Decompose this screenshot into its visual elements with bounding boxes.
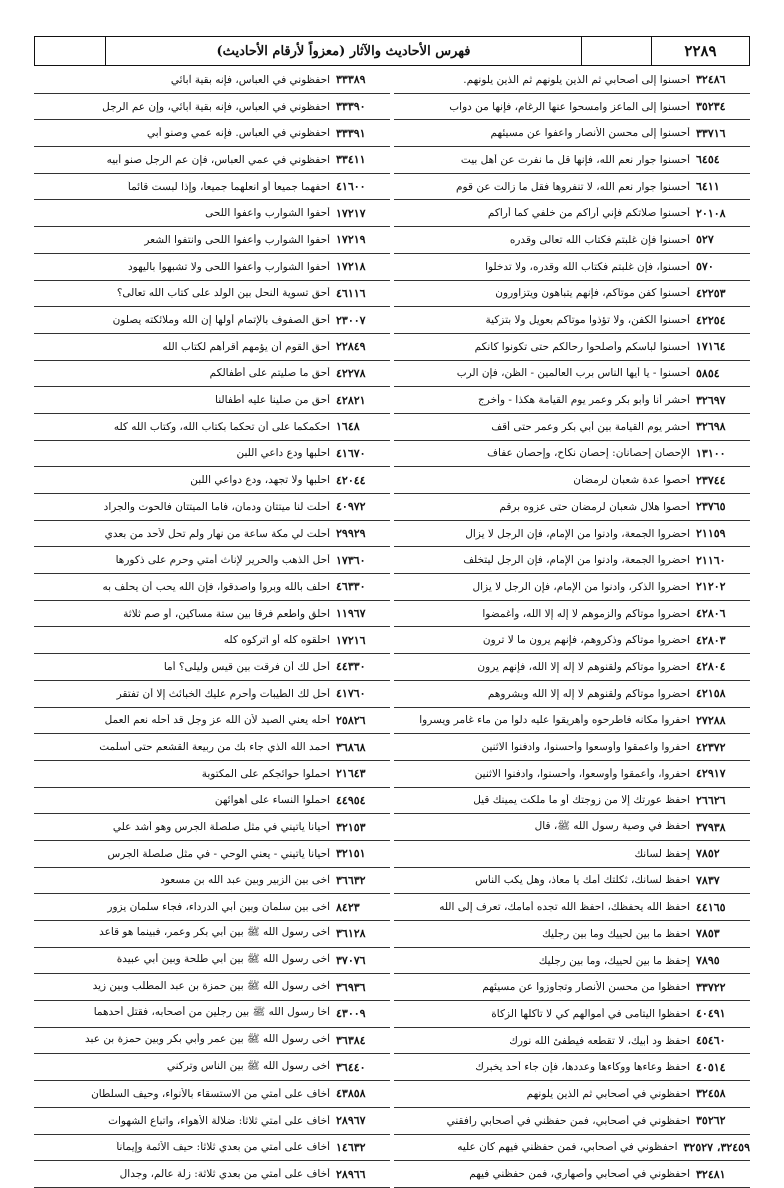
index-entry [34,601,390,628]
hadith-text: احفظوا اليتامى في أموالهم كي لا تأكلها الزكاة [491,1007,690,1020]
page-number: ٢٢٨٩ [651,37,749,65]
hadith-text: آخى بين سلمان وبين أبي الدرداء، فجاء سلمان يزور [107,901,330,914]
hadith-number: ٣٣٧١٦ [696,126,726,140]
index-entry [394,94,750,121]
hadith-text: أحسنوا جوار نعم الله، فإنها قل ما نفرت عن أهل بيت [460,153,690,166]
index-entry [394,948,750,975]
hadith-number: ٤٥٤٦٠ [696,1034,726,1048]
hadith-number: ٢٥٨٢٦ [336,713,366,727]
index-entry [394,387,750,414]
hadith-number: ٤٣٠٠٩ [336,1007,366,1021]
hadith-text: أحسنوا إلى أصحابي ثم الذين يلونهم ثم الذين يلونهم. [463,73,690,86]
hadith-text: احفظ ما بين لحييك وما بين رجليك [542,927,690,940]
index-entry [394,681,750,708]
hadith-text: احفظوني في العباس، فإنه بقية آبائي، وإن عم الرجل [102,100,330,113]
page-title: فهرس الأحاديث والآثار (معزواً لأرقام الأحاديث) [105,37,581,65]
index-entry [394,974,750,1001]
hadith-text: أحل لك الطيبات وأحرم عليك الخبائث إلا أن تفتقر [116,687,330,700]
hadith-number: ٤٤٣٣٠ [336,660,366,674]
hadith-text: آخا رسول الله ﷺ بين رجلين من أصحابه، فقتل أحدهما [93,1006,330,1019]
index-entry [34,1001,390,1028]
hadith-text: احفهما جميعاً أو انعلهما جميعاً، وإذا لبست قائماً [127,180,330,193]
index-entry [34,254,390,281]
hadith-text: احضروا موتاكم وذكروهم، فإنهم يرون ما لا ترون [482,634,690,647]
index-entry [34,94,390,121]
hadith-text: احفظوني في أصحابي، فمن حفظني فيهم كان عليه [457,1141,678,1154]
hadith-number: ١٣١٠٠ [696,446,726,460]
hadith-text: احفظ لسانك، ثكلتك أمك يا معاذ، وهل يكب الناس [475,874,690,887]
hadith-number: ٢٣٧٦٥ [696,500,726,514]
hadith-text: احفظوني في أصحابي، فمن حفظني في أصحابي رافقني [446,1114,690,1127]
hadith-number: ١٧٣٦٠ [336,553,366,567]
index-entry [34,467,390,494]
hadith-text: أحلت لي مكة ساعة من نهار ولم تحل لأحد من بعدي [104,527,330,540]
hadith-number: ٨٤٢٣ [336,900,360,914]
hadith-number: ٤٢٢٧٨ [336,366,366,380]
index-entry [34,761,390,788]
index-entry [394,494,750,521]
hadith-number: ٥٢٧ [696,233,714,247]
hadith-number: ١٦٤٨ [336,420,360,434]
hadith-number: ٣٢٦٩٧ [696,393,726,407]
hadith-text: أحلت لنا ميتتان ودمان، فأما الميتتان فالحوت والجراد [103,500,330,513]
hadith-text: أحفوا الشوارب واعفوا اللحى [205,207,330,220]
hadith-number: ٢٨٩٦٦ [336,1167,366,1181]
hadith-text: احفظ الله يحفظك، احفظ الله تجده أمامك، تعرف إلى الله [439,901,690,914]
hadith-number: ٤٣٨٥٨ [336,1087,366,1101]
hadith-text: احمد الله الذي جاء بك من ربيعة القشعم حتى أسلمت [99,741,330,754]
hadith-text: أحق ما صليتم على أطفالكم [209,367,330,380]
hadith-number: ٣٦٦٣٢ [336,873,366,887]
index-entry [394,654,750,681]
hadith-text: احلقوه كله أو اتركوه كله [223,634,330,647]
hadith-text: أحشر يوم القيامة بين أبي بكر وعمر حتى أقف [491,420,690,433]
hadith-number: ٢١١٦٠ [696,553,726,567]
hadith-text: أحسنوا إلى الماعز وامسحوا عنها الرغام، فإنها من دواب [449,100,690,113]
hadith-text: احضروا موتاكم ولقنوهم لا إله إلا الله وبشروهم [487,687,690,700]
hadith-text: احفروا مكانه فاطرحوه وأهريقوا عليه دلوا من ماء غامر ويسروا [419,714,690,727]
hadith-number: ١٧٢١٩ [336,233,366,247]
hadith-number: ٤٢٨٠٤ [696,660,726,674]
hadith-text: الإحصان إحصانان: إحصان نكاح، وإحصان عفاف [487,447,690,460]
hadith-text: أحفوا الشوارب وأعفوا اللحى وانتفوا الشعر [144,233,330,246]
hadith-text: إحفظ ما بين لحييك، وما بين رجليك [538,954,690,967]
index-entry [34,1161,390,1188]
left-column [34,67,390,1188]
hadith-text: أخاف على أمتي ثلاثاً: ضلالة الأهواء، واتباع الشهوات [108,1114,330,1127]
index-entry [34,627,390,654]
hadith-number: ٧٨٣٧ [696,873,720,887]
index-entry [394,361,750,388]
hadith-number: ٤٠٤٩١ [696,1007,726,1021]
hadith-text: آخى رسول الله ﷺ بين أبي بكر وعمر، فبينما هو قاعد [99,926,330,939]
index-entry [34,174,390,201]
index-entry [34,921,390,948]
index-entry [34,307,390,334]
index-entry [394,521,750,548]
index-entry [394,1028,750,1055]
index-entry [394,307,750,334]
hadith-text: أحياناً يأتيني - يعني الوحي - في مثل صلصلة الجرس [107,847,330,860]
hadith-text: آخى رسول الله ﷺ بين أبي طلحة وبين أبي عبيدة [116,953,330,966]
index-entry [34,894,390,921]
index-entry [34,1081,390,1108]
hadith-number: ٣٢٦٩٨ [696,420,726,434]
index-entry [394,761,750,788]
hadith-number: ٣٢٤٥٨ [696,1087,726,1101]
hadith-number: ٦٤٥٤ [696,153,720,167]
hadith-number: ٢٩٩٢٩ [336,527,366,541]
index-entry [394,147,750,174]
hadith-text: أحسنوا، فإن غلبتم فكتاب الله وقدره، ولا تدخلوا [485,260,690,273]
hadith-text: احفظوني في أصحابي وأصهاري، فمن حفظني فيهم [469,1168,690,1181]
index-entry [34,361,390,388]
index-columns [34,67,750,1188]
index-entry [34,441,390,468]
index-entry [34,521,390,548]
hadith-text: أخاف على أمتي من بعدي ثلاثة: زلة عالم، وجدال [119,1168,330,1181]
hadith-number: ٣٥٢٣٤ [696,100,726,114]
hadith-number: ٣٦٣٨٤ [336,1034,366,1048]
index-entry [394,467,750,494]
hadith-text: احفظوني في عمي العباس، فإن عم الرجل صنو أبيه [106,153,330,166]
hadith-text: أحسنوا فإن غلبتم فكتاب الله تعالى وقدره [509,233,690,246]
hadith-number: ٢٢٨٤٩ [336,340,366,354]
index-entry [394,1135,750,1162]
hadith-text: آخى بين الزبير وبين عبد الله بن مسعود [160,874,330,887]
hadith-text: احفظ ود أبيك، لا تقطعه فيطفئ الله نورك [509,1034,690,1047]
index-entry [394,814,750,841]
index-entry [34,974,390,1001]
hadith-text: احفروا، وأعمقوا وأوسعوا، وأحسنوا، وادفنوا الاثنين [474,767,690,780]
hadith-number: ٧٨٩٥ [696,954,720,968]
hadith-number: ٣٣٣٩١ [336,126,366,140]
index-entry [394,734,750,761]
index-entry [394,627,750,654]
index-entry [34,1135,390,1162]
index-entry [394,841,750,868]
hadith-number: ٣٢٤٥٩، ٣٢٥٢٧ [683,1140,750,1154]
index-page [34,36,750,1188]
index-entry [34,708,390,735]
hadith-number: ٤١٦٠٠ [336,180,366,194]
index-entry [394,1054,750,1081]
hadith-number: ٤٢٣٧٢ [696,740,726,754]
index-entry [34,200,390,227]
hadith-text: أحله يعني الصيد لأن الله عز وجل قد أحله نعم العمل [104,714,330,727]
index-entry [394,1161,750,1188]
index-entry [34,147,390,174]
hadith-number: ٢٨٩٦٧ [336,1114,366,1128]
hadith-text: احفظ في وصية رسول الله ﷺ، قال [534,819,690,832]
hadith-text: أحسنوا إلى محسن الأنصار واعفوا عن مسيئهم [490,127,690,140]
index-entry [394,894,750,921]
index-entry [34,67,390,94]
hadith-number: ١١٩٦٧ [336,607,366,621]
index-entry [394,547,750,574]
hadith-number: ٣٣٣٩٠ [336,100,366,114]
hadith-text: أحل الذهب والحرير لإناث أمتي وحرم على ذكورها [115,554,330,567]
right-column [394,67,750,1188]
hadith-number: ٢١٦٤٣ [336,767,366,781]
hadith-text: احملوا النساء على أهوائهن [214,794,330,807]
hadith-text: أحفوا الشوارب وأعفوا اللحى ولا تشبهوا باليهود [127,260,330,273]
index-entry [394,441,750,468]
hadith-number: ٦٤١١ [696,180,720,194]
page-header [34,36,750,66]
hadith-text: أحصوا هلال شعبان لرمضان حتى عزوه برقم [499,500,690,513]
index-entry [394,788,750,815]
index-entry [394,414,750,441]
index-entry [34,868,390,895]
hadith-text: أخاف على أمتي من بعدي ثلاثاً: حيف الأئمة وإيماناً [116,1141,330,1154]
hadith-number: ٣٣٣٨٩ [336,73,366,87]
index-entry [394,1001,750,1028]
hadith-number: ٣٧٠٧٦ [336,954,366,968]
hadith-number: ٣٢٤٨٦ [696,73,726,87]
hadith-number: ٥٧٠ [696,260,714,274]
hadith-number: ٤٤١٦٥ [696,900,726,914]
hadith-text: أحسنوا كفن موتاكم، فإنهم يتباهون ويتزاورون [495,287,690,300]
index-entry [34,788,390,815]
hadith-number: ٣٢١٥١ [336,847,366,861]
hadith-text: احكمكما على أن تحكما بكتاب الله، وكتاب الله كله [113,420,330,433]
index-entry [34,120,390,147]
hadith-number: ٤٢٢٥٣ [696,286,726,300]
hadith-text: احفظوني في العباس، فإنه بقية آبائي [170,73,330,86]
hadith-text: أخاف على أمتي من الاستسقاء بالأنواء، وحيف السلطان [91,1087,330,1100]
hadith-number: ٣٣٤١١ [336,153,366,167]
hadith-number: ١٧٢١٧ [336,206,366,220]
index-entry [34,948,390,975]
hadith-text: آخى رسول الله ﷺ بين الناس وتركني [166,1059,330,1072]
hadith-number: ٤٢٩١٧ [696,767,726,781]
index-entry [394,200,750,227]
index-entry [394,281,750,308]
index-entry [394,601,750,628]
hadith-number: ٣٢٤٨١ [696,1167,726,1181]
hadith-number: ٤٢٨٠٣ [696,633,726,647]
hadith-number: ٢٣٠٠٧ [336,313,366,327]
hadith-number: ٣٣٧٢٢ [696,980,726,994]
index-entry [34,681,390,708]
header-blank-cell [581,37,651,65]
hadith-number: ٣٦١٢٨ [336,927,366,941]
hadith-text: احفظ عورتك إلا من زوجتك أو ما ملكت يمينك قيل [473,794,690,807]
index-entry [34,414,390,441]
index-entry [34,814,390,841]
hadith-number: ٤٦١١٦ [336,286,366,300]
index-entry [34,734,390,761]
index-entry [394,120,750,147]
hadith-text: احضروا موتاكم ولقنوهم لا إله إلا الله، فإنهم يرون [477,660,690,673]
index-entry [34,281,390,308]
hadith-text: أحق تسوية النحل بين الولد على كتاب الله تعالى؟ [116,287,330,300]
hadith-text: احفظ وعاءها ووكاءها وعددها، فإن جاء أحد يخبرك [475,1061,690,1074]
index-entry [394,67,750,94]
hadith-number: ٣٧٩٣٨ [696,820,726,834]
hadith-number: ٧٨٥٣ [696,927,720,941]
hadith-number: ٣٢١٥٣ [336,820,366,834]
index-entry [34,574,390,601]
hadith-text: احلق واطعم فرقا بين ستة مساكين، أو صم ثلاثة [123,607,330,620]
hadith-text: أحق من صلينا عليه أطفالنا [215,394,330,407]
hadith-text: احفروا واعمقوا وأوسعوا وأحسنوا، وادفنوا الاثنين [481,741,690,754]
index-entry [394,708,750,735]
hadith-number: ٤١٦٧٠ [336,446,366,460]
hadith-text: آخى رسول الله ﷺ بين حمزة بن عبد المطلب وبين زيد [92,979,330,992]
hadith-text: أحسنوا صلاتكم فإني أراكم من خلفي كما أراكم [487,207,690,220]
hadith-text: إحفظ لسانك [634,847,690,860]
index-entry [34,1028,390,1055]
index-entry [34,387,390,414]
index-entry [394,174,750,201]
hadith-number: ٢١١٥٩ [696,527,726,541]
hadith-text: أحشر أنا وأبو بكر وعمر يوم القيامة هكذا - وأخرج [478,394,690,407]
hadith-text: احفظوا من محسن الأنصار وتجاوزوا عن مسيئهم [482,981,690,994]
hadith-text: احضروا الجمعة، وادنوا من الإمام، فإن الرجل ليتخلف [463,554,690,567]
hadith-text: أحسنوا لباسكم وأصلحوا رحالكم حتى تكونوا كأنكم [474,340,690,353]
header-blank-cell [35,37,105,65]
hadith-text: أحل لك أن فرقت بين قيس وليلى؟ أما [163,660,330,673]
index-entry [34,1108,390,1135]
hadith-number: ٤٤٩٥٤ [336,793,366,807]
index-entry [34,1054,390,1081]
hadith-number: ١٧٢١٦ [336,633,366,647]
hadith-number: ٢٠١٠٨ [696,206,726,220]
index-entry [34,334,390,361]
index-entry [394,254,750,281]
hadith-text: احضروا موتاكم والزموهم لا إله إلا الله، وأغمضوا [482,607,690,620]
hadith-number: ٤١٧٦٠ [336,687,366,701]
hadith-number: ٥٨٥٤ [696,366,720,380]
hadith-text: أحق الصفوف بالإتمام أولها إن الله وملائكته يصلون [112,314,330,327]
hadith-number: ٤٠٩٧٢ [336,500,366,514]
index-entry [34,494,390,521]
index-entry [394,227,750,254]
index-entry [34,547,390,574]
hadith-number: ٤٠٥١٤ [696,1060,726,1074]
hadith-number: ١٧١٦٤ [696,340,726,354]
index-entry [394,1081,750,1108]
hadith-number: ١٤٦٣٢ [336,1140,366,1154]
index-entry [34,227,390,254]
hadith-text: أحق القوم أن يؤمهم أقرأهم لكتاب الله [162,340,330,353]
index-entry [394,868,750,895]
index-entry [394,921,750,948]
hadith-number: ٤٢١٥٨ [696,687,726,701]
hadith-text: احضروا الذكر، وادنوا من الإمام، فإن الرجل لا يزال [472,580,690,593]
hadith-text: أحياناً يأتيني في مثل صلصلة الجرس وهو أشد علي [112,821,330,834]
hadith-number: ٤٢٠٤٤ [336,473,366,487]
index-entry [34,841,390,868]
hadith-number: ٣٥٢٦٢ [696,1114,726,1128]
hadith-number: ٣٦٤٤٠ [336,1060,366,1074]
hadith-number: ٢٣٧٤٤ [696,473,726,487]
hadith-number: ١٧٢١٨ [336,260,366,274]
index-entry [34,654,390,681]
hadith-number: ٢٧٢٨٨ [696,713,726,727]
hadith-text: أحسنوا الكفن، ولا تؤذوا موتاكم بعويل ولا بتزكية [485,314,690,327]
hadith-number: ٢٦٦٢٦ [696,793,726,807]
hadith-text: أحصوا عدة شعبان لرمضان [573,474,690,487]
hadith-text: احملوا حوائجكم على المكتوبة [201,767,330,780]
hadith-number: ٤٦٣٣٠ [336,580,366,594]
hadith-text: احضروا الجمعة، وادنوا من الإمام، فإن الرجل لا يزال [465,527,690,540]
hadith-number: ٢١٢٠٢ [696,580,726,594]
hadith-number: ٧٨٥٢ [696,847,720,861]
hadith-number: ٣٦٨٦٨ [336,740,366,754]
hadith-text: احفظوني في العباس. فإنه عمي وصنو أبي [147,127,330,140]
hadith-number: ٤٢٨٠٦ [696,607,726,621]
hadith-text: أحسنوا جوار نعم الله، لا تنفروها فقل ما زالت عن قوم [456,180,690,193]
hadith-number: ٤٢٢٥٤ [696,313,726,327]
hadith-text: أحسنوا - يا أيها الناس برب العالمين - الظن، فإن الرب [456,367,690,380]
hadith-number: ٤٢٨٢١ [336,393,366,407]
hadith-text: آخى رسول الله ﷺ بين عمر وأبي بكر وبين حمزة بن عبد [85,1033,330,1046]
hadith-number: ٣٦٩٣٦ [336,980,366,994]
index-entry [394,574,750,601]
hadith-text: احفظوني في أصحابي ثم الذين يلونهم [526,1087,690,1100]
hadith-text: احلبها ودع داعي اللبن [236,447,330,460]
index-entry [394,1108,750,1135]
index-entry [394,334,750,361]
hadith-text: احلف بالله وبروا واصدقوا، فإن الله يحب أن يحلف به [102,580,330,593]
hadith-text: احلبها ولا تجهد، ودع دواعي اللبن [190,474,330,487]
